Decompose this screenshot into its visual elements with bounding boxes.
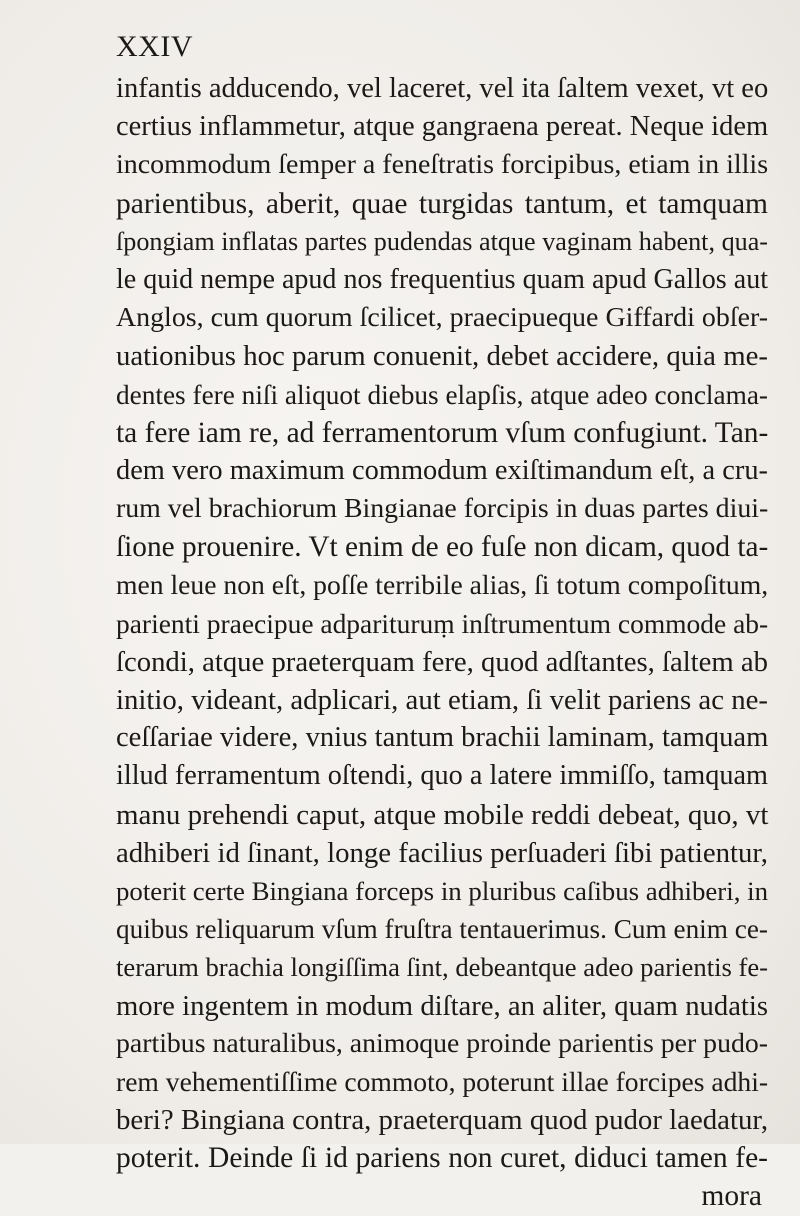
text-line: incommodum ſemper a feneſtratis forcipibus, etiam in illis — [116, 149, 769, 181]
text-line: parientibus, aberit, quae turgidas tantum, et tamquam — [116, 187, 768, 220]
text-line: more ingentem in modum diſtare, an aliter, quam nudatis — [116, 989, 768, 1022]
text-line: poterit. Deinde ſi id pariens non curet, diduci tamen fe- — [116, 1142, 768, 1175]
text-line: certius inflammetur, atque gangraena pereat. Neque idem — [116, 111, 769, 143]
text-line: dentes fere niſi aliquot diebus elapſis, atque adeo conclama- — [116, 379, 768, 410]
text-line: ſcondi, atque praeterquam fere, quod adſtantes, ſaltem ab — [116, 645, 768, 678]
text-line: rem vehementiſſime commoto, poterunt illae forcipes adhi- — [116, 1065, 769, 1097]
text-line: ta fere iam re, ad ferramentorum vſum confugiunt. Tan- — [116, 416, 769, 449]
text-line: partibus naturalibus, animoque proinde parientis per pudo- — [116, 1027, 768, 1059]
text-line: terarum brachia longiſſima ſint, debeantque adeo parientis fe- — [116, 952, 769, 983]
text-line: initio, videant, adplicari, aut etiam, ſi velit pariens ac ne- — [116, 684, 768, 716]
text-line: infantis adducendo, vel laceret, vel ita ſaltem vexet, vt eo — [116, 73, 769, 104]
text-line: le quid nempe apud nos frequentius quam apud Gallos aut — [116, 263, 768, 295]
body-text — [116, 70, 768, 1216]
text-line: parienti praecipue adparituruṃ inſtrumentum commode ab- — [116, 608, 769, 639]
text-line: rum vel brachiorum Bingianae forcipis in duas partes diui- — [116, 493, 769, 525]
text-line: ſione prouenire. Vt enim de eo fuſe non dicam, quod ta- — [116, 531, 769, 564]
text-line: ceſſariae videre, vnius tantum brachii laminam, tamquam — [116, 722, 769, 754]
text-line: ſpongiam inflatas partes pudendas atque vaginam habent, qua- — [116, 226, 768, 256]
text-line: dem vero maximum commodum exiſtimandum eſt, a cru- — [116, 454, 768, 486]
text-line: men leue non eſt, poſſe terribile alias, ſi totum compoſitum, — [116, 569, 769, 601]
text-line: poterit certe Bingiana forceps in pluribus caſibus adhiberi, in — [116, 875, 768, 906]
text-line: adhiberi id ſinant, longe facilius perſuaderi ſibi patientur, — [116, 836, 768, 869]
text-line: Anglos, cum quorum ſcilicet, praecipueque Giffardi obſer- — [116, 302, 768, 334]
text-line: uationibus hoc parum conuenit, debet accidere, quia me- — [116, 340, 768, 373]
text-line: illud ferramentum oſtendi, quo a latere immiſſo, tamquam — [116, 760, 768, 792]
text-line: quibus reliquarum vſum fruſtra tentauerimus. Cum enim ce- — [116, 914, 768, 945]
catchword: mora — [701, 1180, 762, 1213]
page-number: XXIV — [116, 30, 193, 63]
text-line: manu prehendi caput, atque mobile reddi debeat, quo, vt — [116, 798, 769, 831]
text-line: beri? Bingiana contra, praeterquam quod pudor laedatur, — [116, 1104, 769, 1137]
